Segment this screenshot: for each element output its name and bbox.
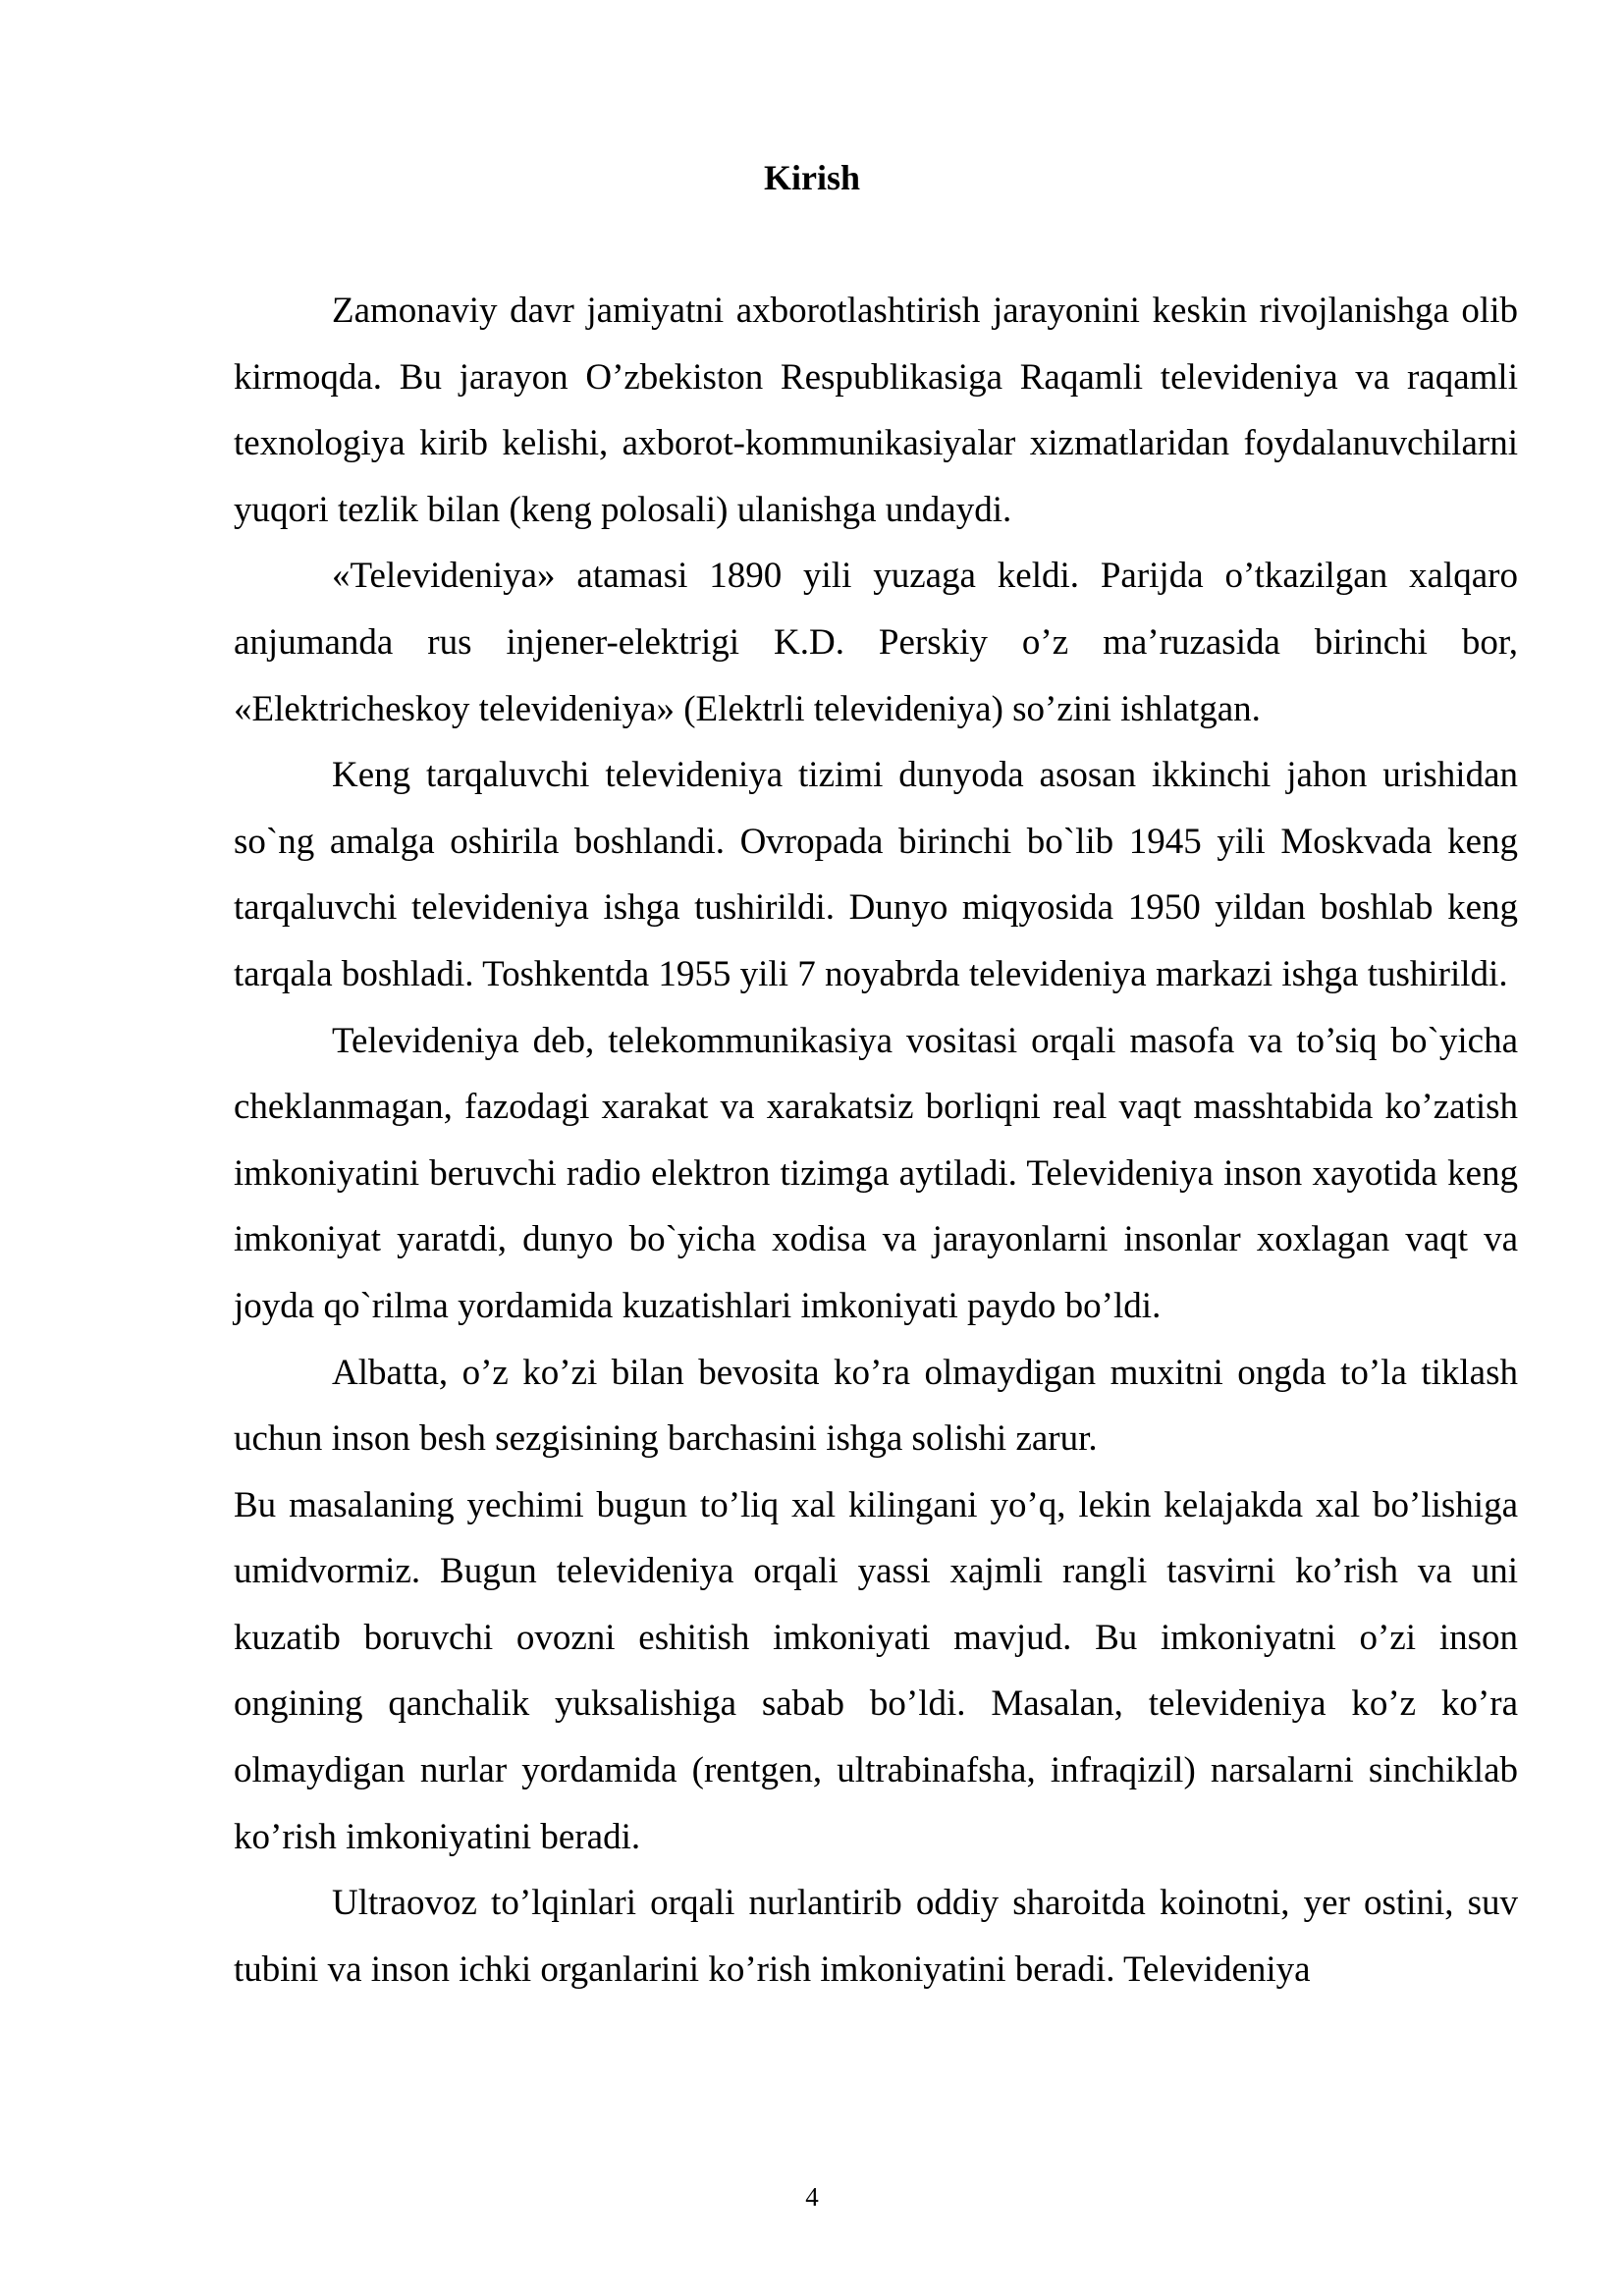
page-number: 4 (805, 2182, 819, 2212)
paragraph-solution: Bu masalaning yechimi bugun to’liq xal kilingani yo’q, lekin kelajakda xal bo’lishiga umidvormiz. Bugun televideniya orqali yassi xajmli rangli tasvirni ko’rish va uni kuzatib boruvchi ovozni eshitish imkoniyati mavjud. Bu imkoniyatni o’zi inson ongining qanchalik yuksalishiga sabab bo’ldi. Masalan, televideniya ko’z ko’ra olmaydigan nurlar yordamida (rentgen, ultrabinafsha, infraqizil) narsalarni sinchiklab ko’rish imkoniyatini beradi. (234, 1484, 1518, 1857)
body-text (234, 278, 1518, 2002)
paragraph-senses: Albatta, o’z ko’zi bilan bevosita ko’ra olmaydigan muxitni ongda to’la tiklash uchun inson besh sezgisining barchasini ishga solishi zarur. (234, 1352, 1518, 1460)
paragraph-broadcast-history: Keng tarqaluvchi televideniya tizimi dunyoda asosan ikkinchi jahon urishidan so`ng amalga oshirila boshlandi. Ovropada birinchi bo`lib 1945 yili Moskvada keng tarqaluvchi televideniya ishga tushirildi. Dunyo miqyosida 1950 yildan boshlab keng tarqala boshladi. Toshkentda 1955 yili 7 noyabrda televideniya markazi ishga tushirildi. (234, 755, 1518, 994)
paragraph-definition: Televideniya deb, telekommunikasiya vositasi orqali masofa va to’siq bo`yicha cheklanmagan, fazodagi xarakat va xarakatsiz borliqni real vaqt masshtabida ko’zatish imkoniyatini beruvchi radio elektron tizimga aytiladi. Televideniya inson xayotida keng imkoniyat yaratdi, dunyo bo`yicha xodisa va jarayonlarni insonlar xoxlagan vaqt va joyda qo`rilma yordamida kuzatishlari imkoniyati paydo bo’ldi. (234, 1020, 1518, 1326)
paragraph-ultrasound: Ultraovoz to’lqinlari orqali nurlantirib oddiy sharoitda koinotni, yer ostini, suv tubini va inson ichki organlarini ko’rish imkoniyatini beradi. Televideniya (234, 1883, 1518, 1990)
paragraph-term-origin: «Televideniya» atamasi 1890 yili yuzaga keldi. Parijda o’tkazilgan xalqaro anjumanda rus injener-elektrigi K.D. Perskiy o’z ma’ruzasida birinchi bor, «Elektricheskoy televideniya» (Elektrli televideniya) so’zini ishlatgan. (234, 556, 1518, 729)
paragraph-intro: Zamonaviy davr jamiyatni axborotlashtirish jarayonini keskin rivojlanishga olib kirmoqda. Bu jarayon O’zbekiston Respublikasiga Raqamli televideniya va raqamli texnologiya kirib kelishi, axborot-kommunikasiyalar xizmatlaridan foydalanuvchilarni yuqori tezlik bilan (keng polosali) ulanishga undaydi. (234, 291, 1518, 530)
page-title: Kirish (763, 158, 860, 197)
